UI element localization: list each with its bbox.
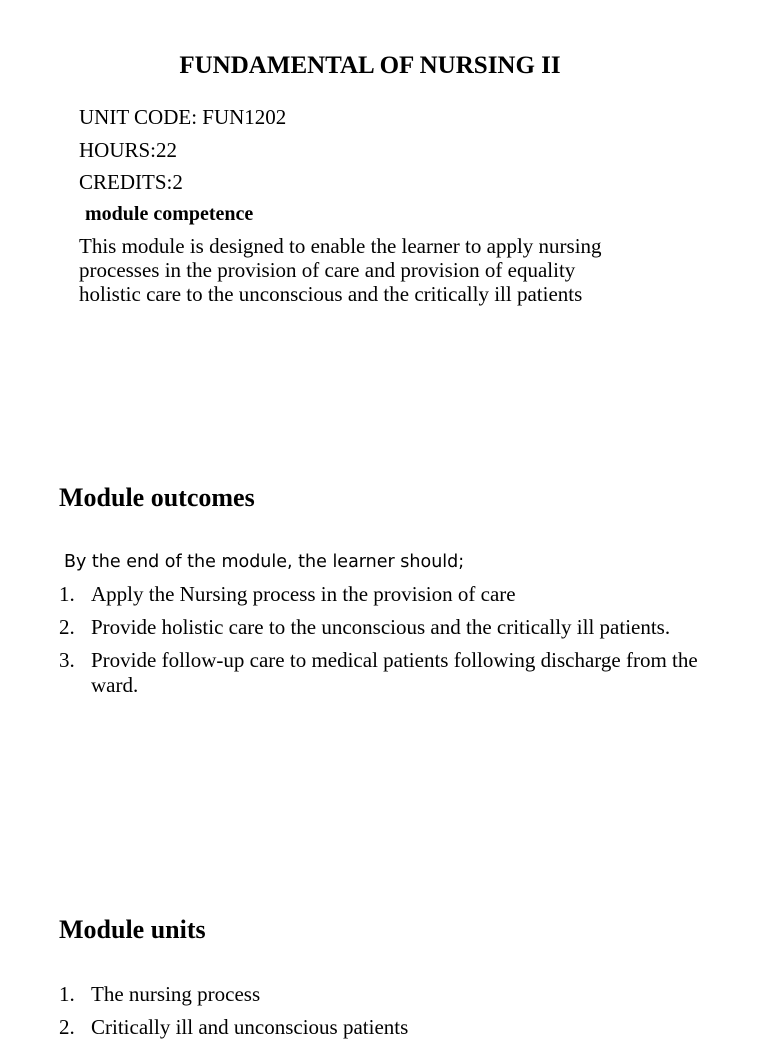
list-number: 3. [59, 648, 75, 672]
list-number: 2. [59, 615, 75, 639]
units-heading: Module units [59, 915, 206, 944]
competence-heading: module competence [85, 203, 254, 225]
outcome-item [59, 615, 739, 640]
outcome-item [59, 648, 739, 698]
outcomes-intro: By the end of the module, the learner should; [64, 552, 465, 572]
list-number: 1. [59, 582, 75, 606]
hours: HOURS:22 [79, 138, 178, 162]
units-list [59, 982, 739, 1048]
outcome-text: Apply the Nursing process in the provision of care [91, 582, 516, 606]
outcome-text: Provide holistic care to the unconscious and the critically ill patients. [91, 615, 671, 639]
outcomes-list [59, 582, 739, 706]
list-number: 1. [59, 982, 75, 1006]
competence-description: This module is designed to enable the learner to apply nursing processes in the provision of care and provision of equality holistic care to the unconscious and the critically ill patients [79, 234, 602, 306]
outcomes-heading: Module outcomes [59, 483, 255, 512]
outcome-item [59, 582, 739, 607]
credits: CREDITS:2 [79, 170, 183, 194]
unit-text: Critically ill and unconscious patients [91, 1015, 409, 1039]
unit-item [59, 982, 739, 1007]
list-number: 2. [59, 1015, 75, 1039]
unit-code: UNIT CODE: FUN1202 [79, 105, 287, 129]
outcome-text: Provide follow-up care to medical patients following discharge from the ward. [91, 648, 698, 697]
unit-item [59, 1015, 739, 1040]
document-title: FUNDAMENTAL OF NURSING II [179, 52, 561, 79]
unit-text: The nursing process [91, 982, 261, 1006]
